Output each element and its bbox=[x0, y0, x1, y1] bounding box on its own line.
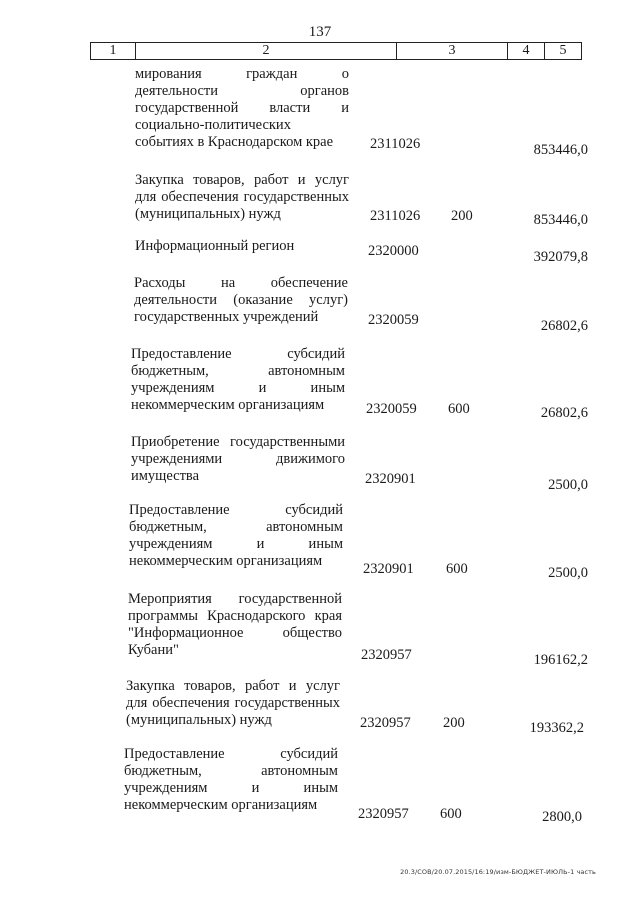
row-description: Предоставление субсидий бюджетным, автономным учреждениям и иным некоммерческим организациям bbox=[131, 346, 345, 413]
row-description: Мероприятия государственной программы Краснодарского края "Информационное общество Кубани" bbox=[128, 591, 342, 658]
row-amount: 26802,6 bbox=[540, 318, 588, 334]
row-code: 2320957 bbox=[360, 715, 411, 731]
row-code: 2320059 bbox=[368, 312, 419, 328]
row-type: 200 bbox=[451, 208, 473, 224]
row-amount: 853446,0 bbox=[533, 142, 588, 158]
column-header-5: 5 bbox=[559, 43, 567, 58]
row-description: Закупка товаров, работ и услуг для обеспечения государственных (муниципальных) нужд bbox=[135, 172, 349, 222]
row-amount: 392079,8 bbox=[533, 249, 588, 265]
row-description: Информационный регион bbox=[135, 238, 295, 254]
column-header-2: 2 bbox=[262, 43, 270, 58]
row-amount: 196162,2 bbox=[533, 652, 588, 668]
row-type: 600 bbox=[440, 806, 462, 822]
column-header-4: 4 bbox=[522, 43, 530, 58]
row-amount: 2500,0 bbox=[548, 565, 588, 581]
column-header-1: 1 bbox=[109, 43, 117, 58]
column-header-row bbox=[90, 42, 582, 60]
row-code: 2320957 bbox=[361, 647, 412, 663]
row-type: 600 bbox=[448, 401, 470, 417]
row-code: 2320957 bbox=[358, 806, 409, 822]
row-amount: 2800,0 bbox=[542, 809, 582, 825]
row-description: Предоставление субсидий бюджетным, автономным учреждениям и иным некоммерческим организациям bbox=[124, 746, 338, 813]
row-code: 2320000 bbox=[368, 243, 419, 259]
row-description: Приобретение государственными учреждениями движимого имущества bbox=[131, 434, 345, 484]
row-amount: 193362,2 bbox=[529, 720, 584, 736]
row-description: Расходы на обеспечение деятельности (оказание услуг) государственных учреждений bbox=[134, 275, 348, 325]
row-description: Предоставление субсидий бюджетным, автономным учреждениям и иным некоммерческим организациям bbox=[129, 502, 343, 569]
row-amount: 853446,0 bbox=[533, 212, 588, 228]
row-code: 2311026 bbox=[370, 136, 421, 152]
row-code: 2320901 bbox=[363, 561, 414, 577]
row-type: 200 bbox=[443, 715, 465, 731]
row-description: Закупка товаров, работ и услуг для обеспечения государственных (муниципальных) нужд bbox=[126, 678, 340, 728]
page-number: 137 bbox=[308, 24, 332, 40]
row-description: мирования граждан о деятельности органов государственной власти и социально-политических событиях в Краснодарском крае bbox=[135, 66, 349, 150]
column-header-3: 3 bbox=[448, 43, 456, 58]
row-code: 2311026 bbox=[370, 208, 421, 224]
row-type: 600 bbox=[446, 561, 468, 577]
row-code: 2320901 bbox=[365, 471, 416, 487]
row-amount: 2500,0 bbox=[548, 477, 588, 493]
row-amount: 26802,6 bbox=[540, 405, 588, 421]
row-code: 2320059 bbox=[366, 401, 417, 417]
footer-note: 20.3/СОВ/20.07.2015/16:19/изм-БЮДЖЕТ-ИЮЛЬ-1 часть bbox=[400, 868, 596, 876]
